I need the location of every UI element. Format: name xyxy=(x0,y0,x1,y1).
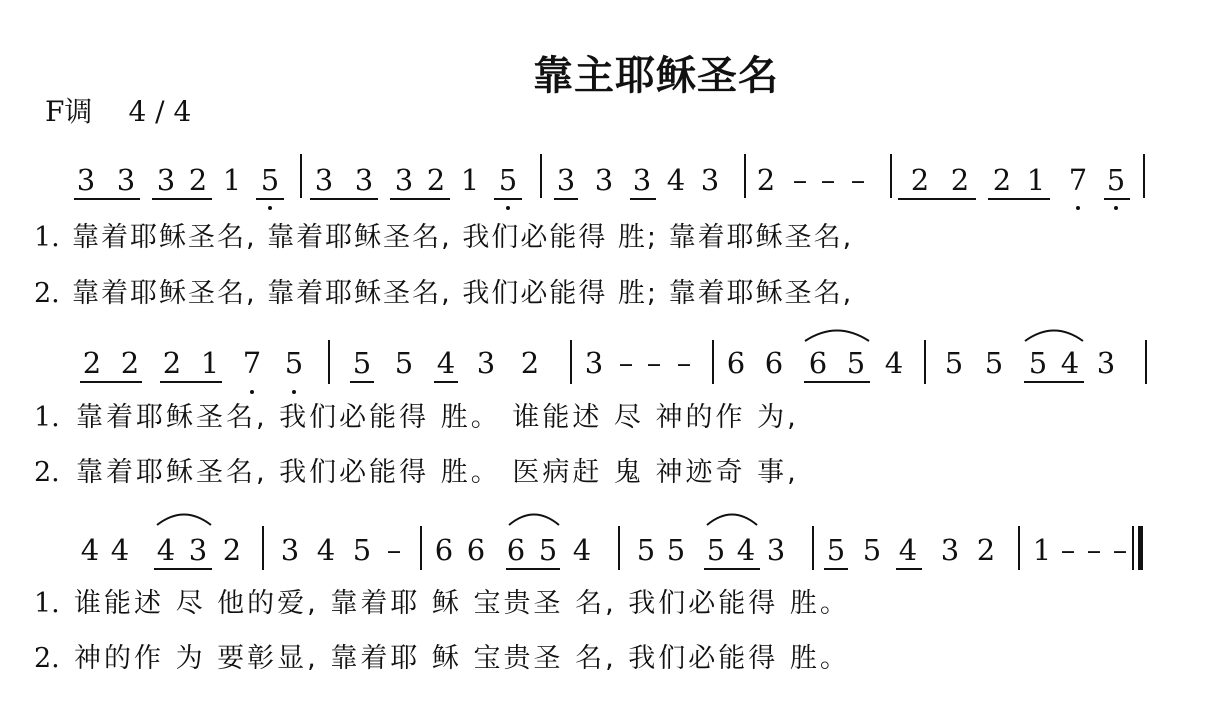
jianpu-note: 3 xyxy=(76,163,96,197)
jianpu-note: 2 xyxy=(976,533,996,567)
jianpu-note: 5 xyxy=(826,533,846,567)
jianpu-note: 3 xyxy=(394,163,414,197)
jianpu-note: 5 xyxy=(284,346,304,380)
hold-dash: – xyxy=(1060,533,1076,567)
barline xyxy=(262,526,264,570)
jianpu-note: 6 xyxy=(764,346,784,380)
eighth-underline xyxy=(494,198,522,200)
jianpu-note: 4 xyxy=(666,163,686,197)
jianpu-note: 7 xyxy=(242,346,262,380)
lyric-line: 靠着耶稣圣名, 靠着耶稣圣名, 我们必能得 胜; 靠着耶稣圣名, xyxy=(72,222,854,253)
jianpu-note: 3 xyxy=(940,533,960,567)
jianpu-note: 4 xyxy=(110,533,130,567)
jianpu-note: 4 xyxy=(736,533,756,567)
barline xyxy=(618,526,620,570)
lower-octave-dot xyxy=(1114,206,1118,210)
hold-dash: – xyxy=(618,346,634,380)
barline xyxy=(540,154,542,198)
lower-octave-dot xyxy=(268,206,272,210)
jianpu-note: 3 xyxy=(314,163,334,197)
jianpu-note: 4 xyxy=(1060,346,1080,380)
jianpu-note: 5 xyxy=(846,346,866,380)
jianpu-note: 5 xyxy=(394,346,414,380)
jianpu-note: 5 xyxy=(538,533,558,567)
jianpu-note: 5 xyxy=(1106,163,1126,197)
barline xyxy=(744,154,746,198)
jianpu-note: 5 xyxy=(666,533,686,567)
lyric-line: 谁能述 尽 他的爱, 靠着耶 稣 宝贵圣 名, 我们必能得 胜。 xyxy=(74,588,850,619)
jianpu-note: 6 xyxy=(808,346,828,380)
verse-number: 2. xyxy=(34,643,60,674)
eighth-underline xyxy=(1024,381,1084,383)
jianpu-note: 3 xyxy=(1096,346,1116,380)
jianpu-note: 3 xyxy=(594,163,614,197)
jianpu-note: 3 xyxy=(476,346,496,380)
barline xyxy=(1145,340,1147,384)
lower-octave-dot xyxy=(506,206,510,210)
eighth-underline xyxy=(824,568,848,570)
jianpu-note: 4 xyxy=(436,346,456,380)
eighth-underline xyxy=(1104,198,1130,200)
hold-dash: – xyxy=(820,163,836,197)
jianpu-note: 3 xyxy=(188,533,208,567)
jianpu-note: 3 xyxy=(556,163,576,197)
jianpu-note: 5 xyxy=(352,533,372,567)
jianpu-note: 6 xyxy=(466,533,486,567)
eighth-underline xyxy=(898,198,976,200)
lyric-line: 靠着耶稣圣名, 我们必能得 胜。 医病赶 鬼 神迹奇 事, xyxy=(76,457,799,488)
slur xyxy=(706,510,758,526)
eighth-underline xyxy=(896,568,922,570)
barline xyxy=(812,526,814,570)
jianpu-note: 2 xyxy=(756,163,776,197)
slur xyxy=(804,326,870,342)
jianpu-note: 4 xyxy=(572,533,592,567)
jianpu-note: 2 xyxy=(992,163,1012,197)
jianpu-note: 1 xyxy=(200,346,220,380)
jianpu-note: 4 xyxy=(156,533,176,567)
jianpu-note: 1 xyxy=(1032,533,1052,567)
slur xyxy=(1024,326,1084,342)
verse-number: 1. xyxy=(34,588,60,619)
eighth-underline xyxy=(704,568,760,570)
hold-dash: – xyxy=(1112,533,1128,567)
lower-octave-dot xyxy=(1076,206,1080,210)
jianpu-note: 4 xyxy=(898,533,918,567)
jianpu-note: 2 xyxy=(82,346,102,380)
eighth-underline xyxy=(630,198,656,200)
lyric-line: 靠着耶稣圣名, 我们必能得 胜。 谁能述 尽 神的作 为, xyxy=(76,402,799,433)
key-signature: F调 xyxy=(45,95,93,128)
jianpu-note: 5 xyxy=(944,346,964,380)
verse-number: 1. xyxy=(34,222,60,253)
hold-dash: – xyxy=(646,346,662,380)
hold-dash: – xyxy=(386,533,402,567)
barline xyxy=(328,340,330,384)
barline xyxy=(1018,526,1020,570)
slur xyxy=(508,510,560,526)
lower-octave-dot xyxy=(250,390,254,394)
barline xyxy=(1143,154,1145,198)
eighth-underline xyxy=(80,381,142,383)
jianpu-note: 6 xyxy=(434,533,454,567)
jianpu-note: 2 xyxy=(120,346,140,380)
barline xyxy=(300,154,302,198)
lower-octave-dot xyxy=(292,390,296,394)
jianpu-note: 7 xyxy=(1068,163,1088,197)
verse-number: 2. xyxy=(34,457,60,488)
jianpu-note: 2 xyxy=(162,346,182,380)
jianpu-note: 5 xyxy=(352,346,372,380)
eighth-underline xyxy=(434,381,458,383)
song-title: 靠主耶稣圣名 xyxy=(533,53,779,99)
eighth-underline xyxy=(506,568,560,570)
final-barline-thin xyxy=(1132,526,1134,570)
jianpu-note: 5 xyxy=(636,533,656,567)
jianpu-note: 3 xyxy=(632,163,652,197)
verse-number: 1. xyxy=(34,402,60,433)
jianpu-note: 6 xyxy=(726,346,746,380)
eighth-underline xyxy=(160,381,222,383)
eighth-underline xyxy=(554,198,578,200)
barline xyxy=(890,154,892,198)
jianpu-note: 5 xyxy=(260,163,280,197)
eighth-underline xyxy=(988,198,1050,200)
jianpu-note: 1 xyxy=(1026,163,1046,197)
barline xyxy=(924,340,926,384)
eighth-underline xyxy=(152,198,212,200)
jianpu-note: 2 xyxy=(520,346,540,380)
jianpu-note: 5 xyxy=(498,163,518,197)
jianpu-note: 3 xyxy=(156,163,176,197)
barline xyxy=(570,340,572,384)
jianpu-note: 1 xyxy=(460,163,480,197)
barline xyxy=(712,340,714,384)
jianpu-note: 3 xyxy=(280,533,300,567)
eighth-underline xyxy=(350,381,374,383)
jianpu-note: 5 xyxy=(984,346,1004,380)
key-and-time xyxy=(45,90,191,130)
jianpu-note: 2 xyxy=(950,163,970,197)
hold-dash: – xyxy=(1086,533,1102,567)
jianpu-note: 5 xyxy=(1028,346,1048,380)
eighth-underline xyxy=(154,568,212,570)
jianpu-note: 5 xyxy=(862,533,882,567)
jianpu-note: 6 xyxy=(506,533,526,567)
jianpu-note: 2 xyxy=(426,163,446,197)
jianpu-note: 3 xyxy=(700,163,720,197)
jianpu-note: 1 xyxy=(222,163,242,197)
verse-number: 2. xyxy=(34,278,60,309)
jianpu-note: 3 xyxy=(584,346,604,380)
eighth-underline xyxy=(74,198,140,200)
lyric-line: 靠着耶稣圣名, 靠着耶稣圣名, 我们必能得 胜; 靠着耶稣圣名, xyxy=(72,278,854,309)
eighth-underline xyxy=(390,198,450,200)
jianpu-note: 4 xyxy=(80,533,100,567)
eighth-underline xyxy=(310,198,378,200)
jianpu-note: 2 xyxy=(910,163,930,197)
time-signature: 4 / 4 xyxy=(128,95,192,128)
lyric-line: 神的作 为 要彰显, 靠着耶 稣 宝贵圣 名, 我们必能得 胜。 xyxy=(74,643,850,674)
jianpu-note: 5 xyxy=(706,533,726,567)
jianpu-note: 4 xyxy=(316,533,336,567)
hold-dash: – xyxy=(850,163,866,197)
hold-dash: – xyxy=(792,163,808,197)
eighth-underline xyxy=(256,198,284,200)
final-barline-thick xyxy=(1138,526,1143,570)
jianpu-note: 3 xyxy=(354,163,374,197)
slur xyxy=(156,510,212,526)
hold-dash: – xyxy=(676,346,692,380)
jianpu-note: 3 xyxy=(766,533,786,567)
jianpu-note: 3 xyxy=(116,163,136,197)
barline xyxy=(420,526,422,570)
jianpu-note: 4 xyxy=(884,346,904,380)
eighth-underline xyxy=(804,381,870,383)
jianpu-note: 2 xyxy=(222,533,242,567)
jianpu-note: 2 xyxy=(188,163,208,197)
